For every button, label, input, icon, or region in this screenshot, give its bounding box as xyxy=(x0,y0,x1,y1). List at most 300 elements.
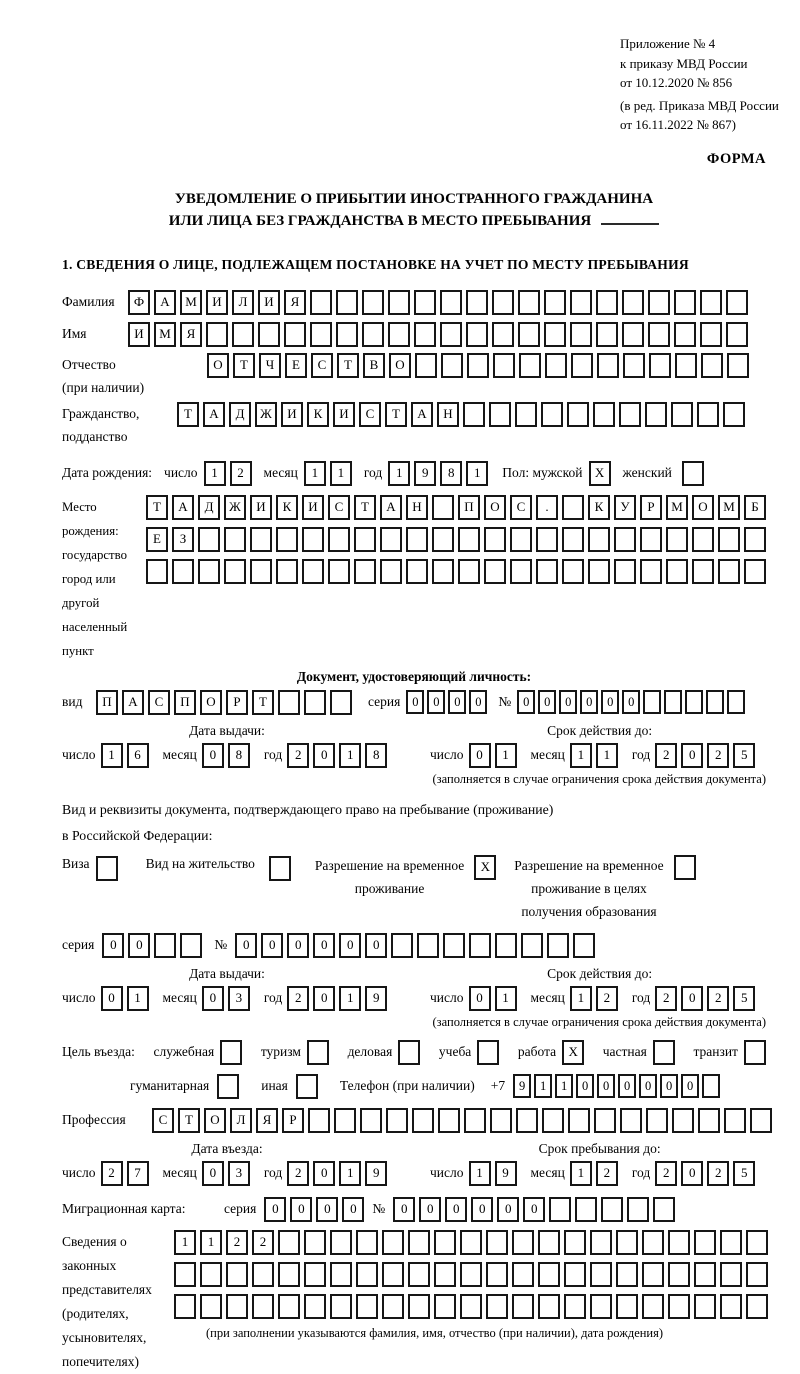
form-cell[interactable] xyxy=(692,527,714,552)
form-cell[interactable]: 1 xyxy=(200,1230,222,1255)
form-cell[interactable]: Л xyxy=(232,290,254,315)
form-cell[interactable]: С xyxy=(152,1108,174,1133)
form-cell[interactable]: 0 xyxy=(313,933,335,958)
form-cell[interactable]: К xyxy=(588,495,610,520)
form-cell[interactable]: Е xyxy=(146,527,168,552)
form-cell[interactable]: Л xyxy=(230,1108,252,1133)
form-cell[interactable]: И xyxy=(250,495,272,520)
form-cell[interactable]: 0 xyxy=(681,1161,703,1186)
form-cell[interactable] xyxy=(668,1262,690,1287)
form-cell[interactable]: 1 xyxy=(495,986,517,1011)
form-cell[interactable] xyxy=(519,353,541,378)
form-cell[interactable] xyxy=(232,322,254,347)
form-cell[interactable] xyxy=(224,559,246,584)
form-cell[interactable] xyxy=(694,1230,716,1255)
form-cell[interactable]: 9 xyxy=(513,1074,531,1098)
form-cell[interactable]: 8 xyxy=(440,461,462,486)
form-cell[interactable]: 1 xyxy=(339,743,361,768)
form-cell[interactable]: 1 xyxy=(555,1074,573,1098)
form-cell[interactable] xyxy=(406,559,428,584)
form-cell[interactable]: 1 xyxy=(495,743,517,768)
form-cell[interactable] xyxy=(597,353,619,378)
form-cell[interactable] xyxy=(304,1262,326,1287)
form-cell[interactable]: Т xyxy=(337,353,359,378)
form-cell[interactable] xyxy=(434,1294,456,1319)
form-cell[interactable] xyxy=(536,559,558,584)
form-cell[interactable] xyxy=(666,559,688,584)
form-cell[interactable] xyxy=(180,933,202,958)
form-cell[interactable] xyxy=(486,1262,508,1287)
form-cell[interactable]: 0 xyxy=(316,1197,338,1222)
form-cell[interactable] xyxy=(515,402,537,427)
form-cell[interactable] xyxy=(697,402,719,427)
form-cell[interactable]: 7 xyxy=(127,1161,149,1186)
form-cell[interactable]: 9 xyxy=(365,1161,387,1186)
form-cell[interactable]: И xyxy=(281,402,303,427)
form-cell[interactable]: М xyxy=(666,495,688,520)
form-cell[interactable]: С xyxy=(510,495,532,520)
form-cell[interactable]: 0 xyxy=(287,933,309,958)
form-cell[interactable] xyxy=(356,1294,378,1319)
form-cell[interactable]: 0 xyxy=(471,1197,493,1222)
form-cell[interactable] xyxy=(518,290,540,315)
form-cell[interactable]: К xyxy=(276,495,298,520)
form-cell[interactable] xyxy=(723,402,745,427)
form-cell[interactable] xyxy=(720,1262,742,1287)
form-cell[interactable]: 2 xyxy=(707,986,729,1011)
form-cell[interactable]: 1 xyxy=(596,743,618,768)
form-cell[interactable] xyxy=(567,402,589,427)
form-cell[interactable] xyxy=(562,495,584,520)
form-cell[interactable] xyxy=(601,1197,623,1222)
form-cell[interactable] xyxy=(706,690,724,714)
form-cell[interactable]: А xyxy=(122,690,144,715)
form-cell[interactable]: 1 xyxy=(469,1161,491,1186)
form-cell[interactable]: 1 xyxy=(101,743,123,768)
form-cell[interactable]: Ж xyxy=(255,402,277,427)
form-cell[interactable] xyxy=(302,527,324,552)
form-cell[interactable] xyxy=(590,1230,612,1255)
form-cell[interactable]: 1 xyxy=(127,986,149,1011)
form-cell[interactable] xyxy=(642,1294,664,1319)
form-cell[interactable] xyxy=(573,933,595,958)
form-cell[interactable]: А xyxy=(411,402,433,427)
form-cell[interactable] xyxy=(521,933,543,958)
purpose-work-checkbox[interactable]: X xyxy=(562,1040,584,1065)
form-cell[interactable] xyxy=(512,1262,534,1287)
form-cell[interactable] xyxy=(562,527,584,552)
form-cell[interactable]: 1 xyxy=(534,1074,552,1098)
form-cell[interactable] xyxy=(408,1230,430,1255)
form-cell[interactable] xyxy=(226,1294,248,1319)
form-cell[interactable] xyxy=(408,1294,430,1319)
form-cell[interactable]: 0 xyxy=(622,690,640,714)
form-cell[interactable]: 1 xyxy=(570,743,592,768)
form-cell[interactable] xyxy=(330,1262,352,1287)
form-cell[interactable] xyxy=(562,559,584,584)
form-cell[interactable]: 9 xyxy=(414,461,436,486)
form-cell[interactable]: 2 xyxy=(287,986,309,1011)
form-cell[interactable] xyxy=(648,290,670,315)
form-cell[interactable] xyxy=(434,1230,456,1255)
form-cell[interactable]: 0 xyxy=(639,1074,657,1098)
form-cell[interactable] xyxy=(700,290,722,315)
form-cell[interactable] xyxy=(720,1294,742,1319)
form-cell[interactable] xyxy=(330,690,352,715)
form-cell[interactable]: 0 xyxy=(202,986,224,1011)
form-cell[interactable]: З xyxy=(172,527,194,552)
form-cell[interactable] xyxy=(746,1262,768,1287)
form-cell[interactable]: 5 xyxy=(733,1161,755,1186)
form-cell[interactable] xyxy=(432,527,454,552)
form-cell[interactable] xyxy=(174,1262,196,1287)
form-cell[interactable]: А xyxy=(203,402,225,427)
form-cell[interactable] xyxy=(672,1108,694,1133)
form-cell[interactable]: Д xyxy=(198,495,220,520)
form-cell[interactable] xyxy=(492,290,514,315)
form-cell[interactable] xyxy=(412,1108,434,1133)
purpose-humanitarian-checkbox[interactable] xyxy=(217,1074,239,1099)
purpose-study-checkbox[interactable] xyxy=(477,1040,499,1065)
form-cell[interactable] xyxy=(382,1294,404,1319)
form-cell[interactable]: 0 xyxy=(393,1197,415,1222)
form-cell[interactable] xyxy=(334,1108,356,1133)
form-cell[interactable] xyxy=(564,1262,586,1287)
form-cell[interactable]: 8 xyxy=(365,743,387,768)
form-cell[interactable] xyxy=(547,933,569,958)
form-cell[interactable]: Т xyxy=(385,402,407,427)
form-cell[interactable]: 0 xyxy=(580,690,598,714)
form-cell[interactable] xyxy=(440,322,462,347)
form-cell[interactable] xyxy=(490,1108,512,1133)
form-cell[interactable]: 2 xyxy=(655,986,677,1011)
form-cell[interactable] xyxy=(200,1294,222,1319)
form-cell[interactable] xyxy=(432,559,454,584)
form-cell[interactable] xyxy=(415,353,437,378)
form-cell[interactable] xyxy=(623,353,645,378)
form-cell[interactable]: 0 xyxy=(681,1074,699,1098)
form-cell[interactable]: 0 xyxy=(469,690,487,714)
form-cell[interactable]: 5 xyxy=(733,986,755,1011)
form-cell[interactable] xyxy=(330,1294,352,1319)
form-cell[interactable] xyxy=(154,933,176,958)
form-cell[interactable] xyxy=(588,527,610,552)
form-cell[interactable] xyxy=(354,559,376,584)
form-cell[interactable]: 2 xyxy=(655,1161,677,1186)
form-cell[interactable]: 2 xyxy=(287,743,309,768)
sex-female-checkbox[interactable] xyxy=(682,461,704,486)
form-cell[interactable] xyxy=(727,353,749,378)
form-cell[interactable] xyxy=(224,527,246,552)
form-cell[interactable] xyxy=(460,1230,482,1255)
form-cell[interactable]: 9 xyxy=(365,986,387,1011)
form-cell[interactable] xyxy=(627,1197,649,1222)
form-cell[interactable]: 0 xyxy=(406,690,424,714)
form-cell[interactable] xyxy=(594,1108,616,1133)
purpose-private-checkbox[interactable] xyxy=(653,1040,675,1065)
form-cell[interactable] xyxy=(694,1262,716,1287)
form-cell[interactable]: Н xyxy=(406,495,428,520)
form-cell[interactable] xyxy=(538,1262,560,1287)
form-cell[interactable]: Т xyxy=(252,690,274,715)
purpose-business-checkbox[interactable] xyxy=(398,1040,420,1065)
form-cell[interactable] xyxy=(276,559,298,584)
form-cell[interactable]: О xyxy=(692,495,714,520)
form-cell[interactable] xyxy=(330,1230,352,1255)
form-cell[interactable] xyxy=(304,690,326,715)
form-cell[interactable] xyxy=(746,1230,768,1255)
form-cell[interactable] xyxy=(568,1108,590,1133)
form-cell[interactable]: 5 xyxy=(733,743,755,768)
form-cell[interactable]: А xyxy=(380,495,402,520)
form-cell[interactable] xyxy=(380,559,402,584)
form-cell[interactable]: 0 xyxy=(427,690,445,714)
form-cell[interactable]: С xyxy=(328,495,350,520)
form-cell[interactable]: С xyxy=(148,690,170,715)
form-cell[interactable] xyxy=(388,322,410,347)
form-cell[interactable]: 0 xyxy=(365,933,387,958)
residence-permit-checkbox[interactable] xyxy=(269,856,291,881)
form-cell[interactable]: С xyxy=(311,353,333,378)
form-cell[interactable] xyxy=(302,559,324,584)
form-cell[interactable]: . xyxy=(536,495,558,520)
form-cell[interactable]: П xyxy=(458,495,480,520)
form-cell[interactable]: 0 xyxy=(681,986,703,1011)
form-cell[interactable] xyxy=(467,353,489,378)
form-cell[interactable] xyxy=(278,1262,300,1287)
temp-residence-checkbox[interactable]: X xyxy=(474,855,496,880)
form-cell[interactable] xyxy=(648,322,670,347)
purpose-official-checkbox[interactable] xyxy=(220,1040,242,1065)
form-cell[interactable] xyxy=(564,1230,586,1255)
form-cell[interactable] xyxy=(620,1108,642,1133)
form-cell[interactable] xyxy=(593,402,615,427)
form-cell[interactable] xyxy=(590,1262,612,1287)
form-cell[interactable] xyxy=(278,1230,300,1255)
form-cell[interactable]: 0 xyxy=(102,933,124,958)
purpose-transit-checkbox[interactable] xyxy=(744,1040,766,1065)
form-cell[interactable] xyxy=(700,322,722,347)
form-cell[interactable]: 1 xyxy=(466,461,488,486)
form-cell[interactable]: Т xyxy=(177,402,199,427)
form-cell[interactable] xyxy=(510,527,532,552)
form-cell[interactable]: Р xyxy=(282,1108,304,1133)
form-cell[interactable]: 2 xyxy=(707,743,729,768)
form-cell[interactable] xyxy=(516,1108,538,1133)
form-cell[interactable]: 3 xyxy=(228,986,250,1011)
form-cell[interactable] xyxy=(622,290,644,315)
form-cell[interactable]: П xyxy=(174,690,196,715)
form-cell[interactable] xyxy=(489,402,511,427)
form-cell[interactable] xyxy=(694,1294,716,1319)
form-cell[interactable] xyxy=(666,527,688,552)
form-cell[interactable]: 2 xyxy=(655,743,677,768)
form-cell[interactable]: 8 xyxy=(228,743,250,768)
form-cell[interactable]: О xyxy=(204,1108,226,1133)
form-cell[interactable]: 2 xyxy=(596,1161,618,1186)
form-cell[interactable]: 0 xyxy=(445,1197,467,1222)
form-cell[interactable]: Т xyxy=(178,1108,200,1133)
form-cell[interactable]: Ж xyxy=(224,495,246,520)
form-cell[interactable] xyxy=(308,1108,330,1133)
form-cell[interactable] xyxy=(486,1294,508,1319)
form-cell[interactable] xyxy=(414,290,436,315)
form-cell[interactable] xyxy=(746,1294,768,1319)
form-cell[interactable] xyxy=(386,1108,408,1133)
form-cell[interactable]: Н xyxy=(437,402,459,427)
form-cell[interactable] xyxy=(258,322,280,347)
form-cell[interactable] xyxy=(284,322,306,347)
form-cell[interactable]: Р xyxy=(226,690,248,715)
form-cell[interactable]: М xyxy=(718,495,740,520)
form-cell[interactable] xyxy=(492,322,514,347)
form-cell[interactable] xyxy=(671,402,693,427)
form-cell[interactable]: 0 xyxy=(538,690,556,714)
form-cell[interactable] xyxy=(571,353,593,378)
visa-checkbox[interactable] xyxy=(96,856,118,881)
form-cell[interactable]: А xyxy=(154,290,176,315)
form-cell[interactable] xyxy=(726,322,748,347)
form-cell[interactable] xyxy=(646,1108,668,1133)
sex-male-checkbox[interactable]: X xyxy=(589,461,611,486)
form-cell[interactable]: 1 xyxy=(304,461,326,486)
form-cell[interactable] xyxy=(750,1108,772,1133)
form-cell[interactable] xyxy=(493,353,515,378)
form-cell[interactable] xyxy=(250,527,272,552)
form-cell[interactable] xyxy=(726,290,748,315)
form-cell[interactable]: Т xyxy=(233,353,255,378)
form-cell[interactable]: 0 xyxy=(576,1074,594,1098)
form-cell[interactable] xyxy=(718,559,740,584)
form-cell[interactable]: 0 xyxy=(202,1161,224,1186)
form-cell[interactable] xyxy=(391,933,413,958)
form-cell[interactable]: 0 xyxy=(235,933,257,958)
form-cell[interactable] xyxy=(466,290,488,315)
form-cell[interactable]: К xyxy=(307,402,329,427)
form-cell[interactable] xyxy=(226,1262,248,1287)
form-cell[interactable] xyxy=(510,559,532,584)
form-cell[interactable] xyxy=(278,690,300,715)
form-cell[interactable] xyxy=(484,559,506,584)
form-cell[interactable] xyxy=(640,527,662,552)
form-cell[interactable] xyxy=(575,1197,597,1222)
form-cell[interactable] xyxy=(724,1108,746,1133)
form-cell[interactable]: Р xyxy=(640,495,662,520)
form-cell[interactable]: 2 xyxy=(230,461,252,486)
form-cell[interactable] xyxy=(434,1262,456,1287)
form-cell[interactable] xyxy=(570,322,592,347)
form-cell[interactable]: Я xyxy=(284,290,306,315)
form-cell[interactable]: М xyxy=(154,322,176,347)
form-cell[interactable] xyxy=(616,1262,638,1287)
form-cell[interactable] xyxy=(549,1197,571,1222)
form-cell[interactable]: О xyxy=(389,353,411,378)
form-cell[interactable]: 6 xyxy=(127,743,149,768)
form-cell[interactable]: Е xyxy=(285,353,307,378)
form-cell[interactable] xyxy=(362,290,384,315)
form-cell[interactable]: 0 xyxy=(469,986,491,1011)
form-cell[interactable] xyxy=(645,402,667,427)
form-cell[interactable] xyxy=(310,290,332,315)
form-cell[interactable] xyxy=(252,1262,274,1287)
form-cell[interactable]: И xyxy=(333,402,355,427)
form-cell[interactable]: Д xyxy=(229,402,251,427)
form-cell[interactable] xyxy=(336,290,358,315)
form-cell[interactable] xyxy=(360,1108,382,1133)
form-cell[interactable] xyxy=(640,559,662,584)
form-cell[interactable] xyxy=(354,527,376,552)
form-cell[interactable]: 0 xyxy=(469,743,491,768)
form-cell[interactable] xyxy=(643,690,661,714)
form-cell[interactable] xyxy=(310,322,332,347)
form-cell[interactable] xyxy=(744,559,766,584)
form-cell[interactable]: 9 xyxy=(495,1161,517,1186)
form-cell[interactable] xyxy=(336,322,358,347)
form-cell[interactable] xyxy=(674,322,696,347)
form-cell[interactable]: 0 xyxy=(313,743,335,768)
form-cell[interactable]: 0 xyxy=(597,1074,615,1098)
form-cell[interactable]: Ф xyxy=(128,290,150,315)
form-cell[interactable] xyxy=(642,1262,664,1287)
form-cell[interactable] xyxy=(668,1230,690,1255)
form-cell[interactable]: И xyxy=(206,290,228,315)
form-cell[interactable] xyxy=(570,290,592,315)
form-cell[interactable] xyxy=(590,1294,612,1319)
purpose-tourism-checkbox[interactable] xyxy=(307,1040,329,1065)
form-cell[interactable]: 0 xyxy=(342,1197,364,1222)
form-cell[interactable] xyxy=(616,1230,638,1255)
form-cell[interactable] xyxy=(464,1108,486,1133)
form-cell[interactable]: 0 xyxy=(313,986,335,1011)
form-cell[interactable] xyxy=(380,527,402,552)
form-cell[interactable]: 0 xyxy=(202,743,224,768)
form-cell[interactable] xyxy=(172,559,194,584)
form-cell[interactable] xyxy=(328,559,350,584)
form-cell[interactable]: 1 xyxy=(174,1230,196,1255)
form-cell[interactable] xyxy=(544,290,566,315)
form-cell[interactable] xyxy=(698,1108,720,1133)
form-cell[interactable]: П xyxy=(96,690,118,715)
temp-residence-education-checkbox[interactable] xyxy=(674,855,696,880)
form-cell[interactable]: 0 xyxy=(419,1197,441,1222)
form-cell[interactable] xyxy=(622,322,644,347)
form-cell[interactable]: 0 xyxy=(559,690,577,714)
form-cell[interactable]: 2 xyxy=(707,1161,729,1186)
form-cell[interactable] xyxy=(469,933,491,958)
form-cell[interactable]: 0 xyxy=(448,690,466,714)
form-cell[interactable]: 0 xyxy=(101,986,123,1011)
form-cell[interactable] xyxy=(440,290,462,315)
form-cell[interactable]: И xyxy=(258,290,280,315)
form-cell[interactable] xyxy=(649,353,671,378)
form-cell[interactable] xyxy=(304,1230,326,1255)
form-cell[interactable] xyxy=(443,933,465,958)
form-cell[interactable] xyxy=(463,402,485,427)
form-cell[interactable] xyxy=(538,1294,560,1319)
form-cell[interactable] xyxy=(668,1294,690,1319)
form-cell[interactable] xyxy=(198,527,220,552)
form-cell[interactable]: 2 xyxy=(596,986,618,1011)
form-cell[interactable] xyxy=(512,1294,534,1319)
form-cell[interactable]: И xyxy=(302,495,324,520)
form-cell[interactable] xyxy=(538,1230,560,1255)
form-cell[interactable] xyxy=(744,527,766,552)
form-cell[interactable] xyxy=(544,322,566,347)
form-cell[interactable] xyxy=(541,402,563,427)
form-cell[interactable]: 1 xyxy=(330,461,352,486)
form-cell[interactable] xyxy=(328,527,350,552)
form-cell[interactable]: 1 xyxy=(570,1161,592,1186)
